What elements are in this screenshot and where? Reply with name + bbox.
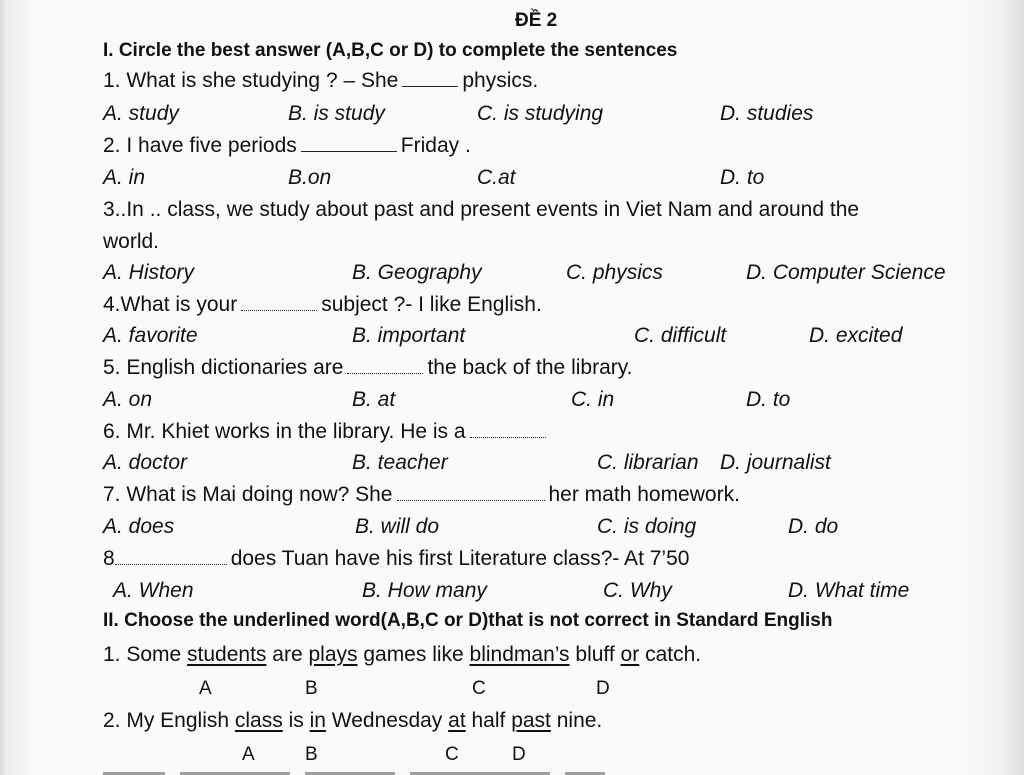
choice-letter-c: C — [472, 678, 486, 699]
item-text: are — [266, 643, 309, 666]
question-3-line-2: world. — [103, 230, 160, 253]
option-1b: B. is study — [288, 102, 385, 125]
option-7c: C. is doing — [597, 515, 697, 538]
option-8c: C. Why — [603, 579, 672, 602]
item-text: games like — [357, 643, 470, 666]
option-4b: B. important — [352, 324, 466, 347]
option-4c: C. difficult — [634, 324, 727, 347]
option-6b: B. teacher — [352, 451, 448, 474]
section-1-heading: I. Circle the best answer (A,B,C or D) to complete the sentences — [103, 40, 678, 61]
answer-blank — [470, 436, 546, 438]
option-8b: B. How many — [362, 579, 487, 602]
choice-letter-d: D — [596, 678, 610, 699]
option-3b: B. Geography — [352, 261, 482, 284]
option-6c: C. librarian — [597, 451, 699, 474]
answer-blank — [241, 309, 317, 311]
item-text: is — [282, 709, 310, 732]
option-8d: D. What time — [788, 579, 910, 602]
choice-letter-a: A — [199, 678, 212, 699]
option-5d: D. to — [746, 388, 791, 411]
option-3a: A. History — [103, 261, 195, 284]
choice-letter-a: A — [242, 744, 255, 765]
question-7-tail: her math homework. — [548, 483, 740, 506]
item-text: catch. — [639, 643, 702, 666]
item-text: Wednesday — [325, 709, 449, 732]
question-1-text: 1. What is she studying ? – She — [103, 69, 399, 92]
question-2 — [103, 135, 471, 156]
section-2-heading: II. Choose the underlined word(A,B,C or D)that is not correct in Standard English — [103, 610, 833, 631]
question-1-tail: physics. — [462, 69, 539, 92]
choice-letter-b: B — [305, 744, 318, 765]
item-text: bluff — [569, 643, 621, 666]
option-6d: D. journalist — [720, 451, 831, 474]
option-7a: A. does — [103, 515, 175, 538]
question-6 — [103, 421, 550, 442]
option-2d: D. to — [720, 166, 765, 189]
item-text: nine. — [550, 709, 603, 732]
option-4d: D. excited — [809, 324, 903, 347]
answer-blank — [115, 563, 227, 565]
question-7-text: 7. What is Mai doing now? She — [103, 483, 393, 506]
answer-blank — [301, 150, 397, 152]
answer-blank — [402, 85, 458, 87]
underlined-word-b: plays — [308, 643, 358, 666]
option-5b: B. at — [352, 388, 396, 411]
item-text: half — [465, 709, 512, 732]
option-1a: A. study — [103, 102, 179, 125]
question-6-text: 6. Mr. Khiet works in the library. He is a — [103, 420, 466, 443]
error-item-2 — [103, 710, 602, 731]
question-5-tail: the back of the library. — [427, 356, 633, 379]
choice-letter-c: C — [445, 744, 459, 765]
answer-blank — [347, 372, 423, 374]
underlined-word-c: at — [448, 709, 466, 732]
answer-blank — [397, 499, 545, 501]
question-8 — [103, 548, 689, 569]
question-3-line-1: 3..In .. class, we study about past and present events in Viet Nam and around the — [103, 198, 860, 221]
option-6a: A. doctor — [103, 451, 188, 474]
underlined-word-c: blindman’s — [469, 643, 570, 666]
option-7d: D. do — [788, 515, 839, 538]
underlined-word-b: in — [309, 709, 326, 732]
option-5c: C. in — [571, 388, 615, 411]
question-8-text: does Tuan have his first Literature class?- At 7’50 — [230, 547, 690, 570]
item-text: 2. My English — [103, 709, 235, 732]
option-5a: A. on — [103, 388, 153, 411]
underlined-word-d: past — [511, 709, 551, 732]
question-4 — [103, 294, 542, 315]
error-item-1 — [103, 644, 701, 665]
item-text: 1. Some — [103, 643, 188, 666]
option-1d: D. studies — [720, 102, 814, 125]
option-1c: C. is studying — [477, 102, 604, 125]
question-5 — [103, 357, 633, 378]
question-1 — [103, 70, 538, 91]
exam-title: ĐỀ 2 — [515, 10, 558, 31]
question-8-number: 8 — [103, 547, 115, 570]
underlined-word-d: or — [620, 643, 640, 666]
question-2-tail: Friday . — [400, 134, 471, 157]
option-4a: A. favorite — [103, 324, 198, 347]
question-4-tail: subject ?- I like English. — [321, 293, 542, 316]
option-8a: A. When — [113, 579, 194, 602]
option-3d: D. Computer Science — [746, 261, 946, 284]
option-2a: A. in — [103, 166, 146, 189]
underlined-word-a: students — [187, 643, 267, 666]
underlined-word-a: class — [234, 709, 283, 732]
option-2c: C.at — [477, 166, 516, 189]
choice-letter-d: D — [512, 744, 526, 765]
choice-letter-b: B — [305, 678, 318, 699]
question-4-text: 4.What is your — [103, 293, 238, 316]
option-2b: B.on — [288, 166, 332, 189]
question-5-text: 5. English dictionaries are — [103, 356, 344, 379]
question-2-text: 2. I have five periods — [103, 134, 297, 157]
option-7b: B. will do — [355, 515, 440, 538]
option-3c: C. physics — [566, 261, 663, 284]
question-7 — [103, 484, 740, 505]
